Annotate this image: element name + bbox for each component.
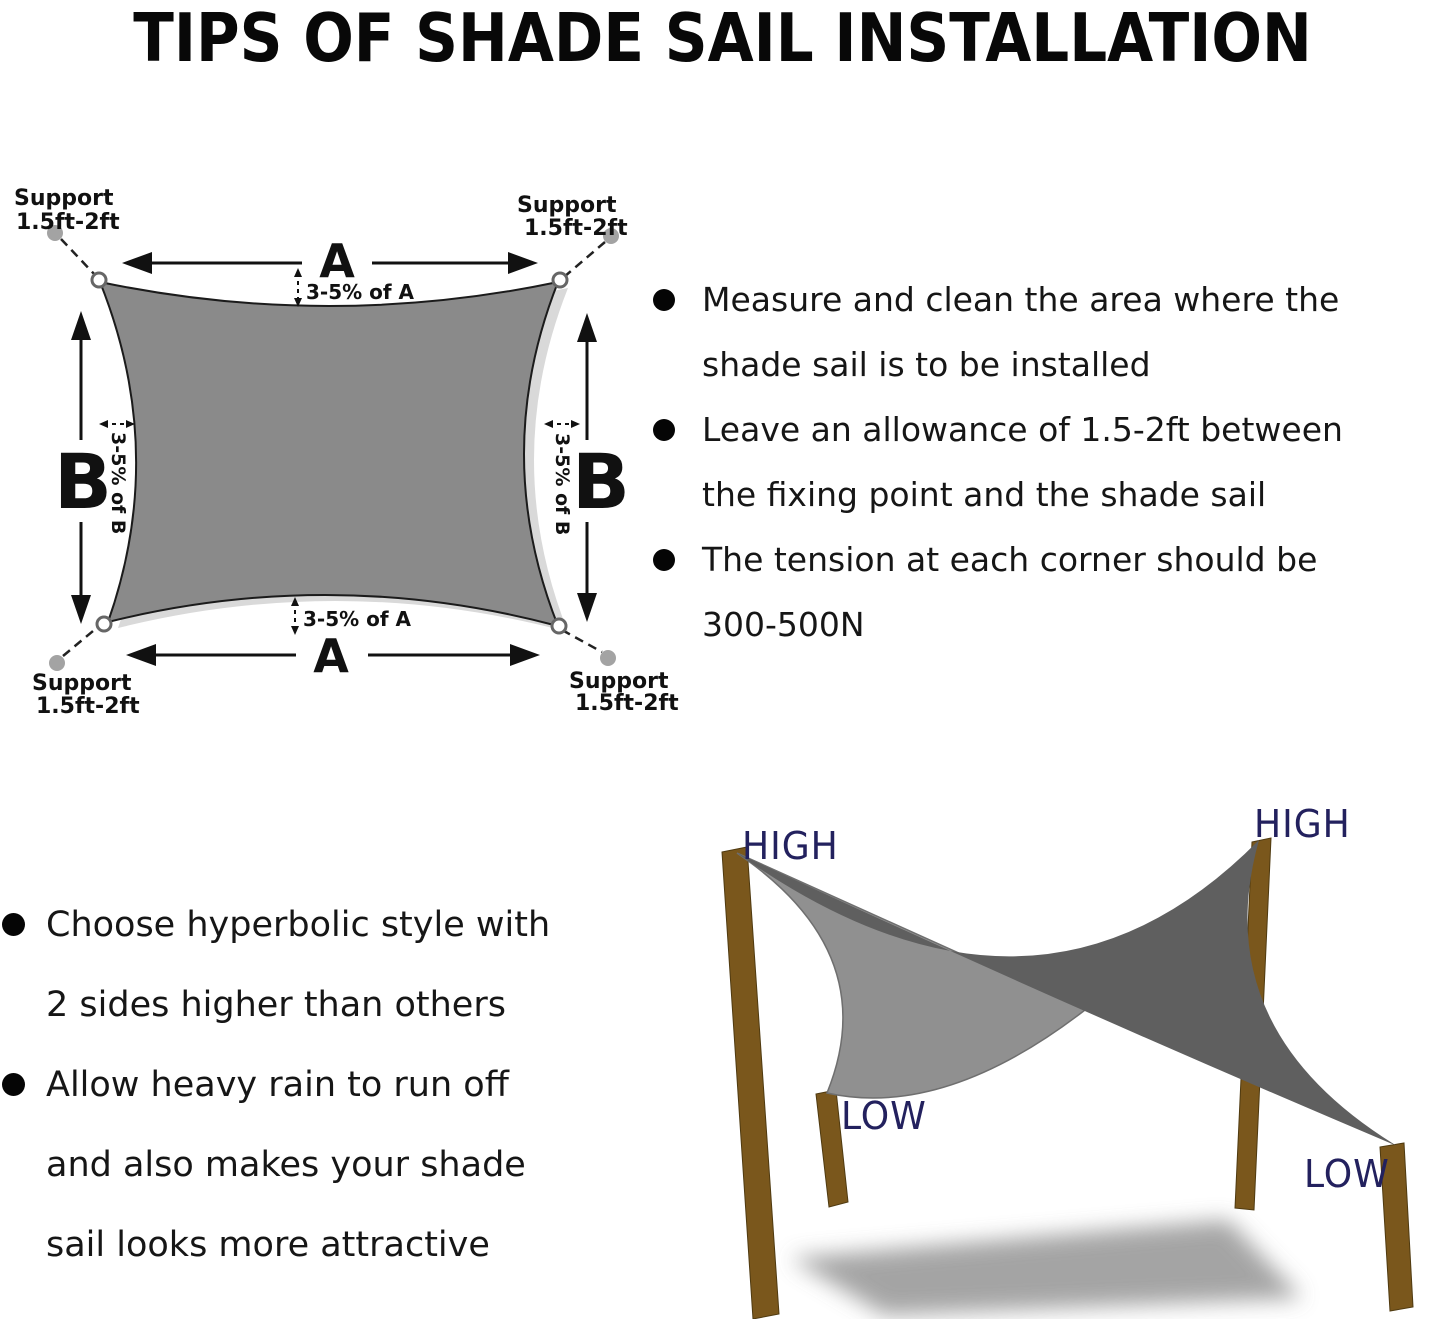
list-item: [653, 267, 1443, 397]
arrowhead-down-icon: [71, 595, 91, 624]
arrowhead-left-icon: [544, 420, 553, 428]
arrowhead-right-icon: [571, 420, 580, 428]
arrowhead-up-icon: [577, 313, 597, 342]
post-label-low-left: LOW: [841, 1094, 927, 1138]
list-line: the fixing point and the shade sail: [702, 475, 1267, 514]
list-line: Leave an allowance of 1.5-2ft between: [702, 410, 1343, 449]
post-label-high-right: HIGH: [1254, 802, 1351, 846]
arrowhead-left-icon: [126, 644, 156, 666]
support-offset-tr: 1.5ft-2ft: [524, 216, 628, 241]
support-offset-br: 1.5ft-2ft: [575, 691, 679, 716]
arrowhead-left-icon: [122, 252, 152, 274]
arrowhead-left-icon: [99, 420, 108, 428]
arrowhead-up-icon: [71, 311, 91, 340]
list-line: The tension at each corner should be: [702, 540, 1318, 579]
list-line: and also makes your shade: [46, 1145, 526, 1185]
ground-shadow: [790, 1220, 1302, 1315]
support-label-tl: Support: [14, 186, 114, 211]
support-offset-bl: 1.5ft-2ft: [36, 694, 140, 719]
bullet-icon: [653, 289, 675, 311]
dim-a-top-label: A: [319, 234, 355, 288]
support-label-br: Support: [569, 669, 669, 694]
bullet-icon: [2, 1073, 25, 1096]
post-label-high-left: HIGH: [742, 824, 839, 868]
sag-b-right-label: 3-5% of B: [551, 433, 573, 536]
support-label-tr: Support: [517, 193, 617, 218]
list-line: shade sail is to be installed: [702, 345, 1151, 384]
dim-b-right-label: B: [572, 437, 630, 526]
list-item: [1, 1045, 641, 1285]
sag-a-top-label: 3-5% of A: [306, 280, 415, 304]
dim-b-left-label: B: [54, 437, 112, 526]
hyperbolic-sail-illustration: [680, 790, 1445, 1319]
list-line: Measure and clean the area where the: [702, 280, 1340, 319]
post-label-low-right: LOW: [1304, 1152, 1390, 1196]
installation-tips-list: [653, 267, 1443, 657]
post-high-left: [722, 847, 779, 1319]
dim-a-bottom-label: A: [313, 629, 349, 683]
page-title: TIPS OF SHADE SAIL INSTALLATION: [133, 0, 1312, 78]
arrowhead-right-icon: [508, 252, 538, 274]
list-line: 300-500N: [702, 605, 865, 644]
list-line: sail looks more attractive: [46, 1225, 490, 1265]
list-item: [1, 885, 641, 1045]
list-line: Allow heavy rain to run off: [46, 1065, 509, 1105]
hyperbolic-tips-list: [1, 885, 641, 1285]
list-item: [653, 527, 1443, 657]
sag-b-left-label: 3-5% of B: [107, 432, 129, 535]
support-offset-tl: 1.5ft-2ft: [16, 210, 120, 235]
bullet-icon: [653, 549, 675, 571]
list-line: Choose hyperbolic style with: [46, 905, 551, 945]
sag-a-bottom-label: 3-5% of A: [303, 607, 412, 631]
support-label-bl: Support: [32, 671, 132, 696]
arrowhead-down-icon: [577, 593, 597, 622]
shade-sail-measurement-diagram: [0, 175, 680, 720]
sail-shape: [100, 282, 558, 626]
bullet-icon: [2, 913, 25, 936]
list-item: [653, 397, 1443, 527]
arrowhead-right-icon: [510, 644, 540, 666]
arrowhead-up-icon: [294, 268, 302, 277]
bullet-icon: [653, 419, 675, 441]
list-line: 2 sides higher than others: [46, 985, 506, 1025]
arrowhead-down-icon: [291, 626, 299, 635]
